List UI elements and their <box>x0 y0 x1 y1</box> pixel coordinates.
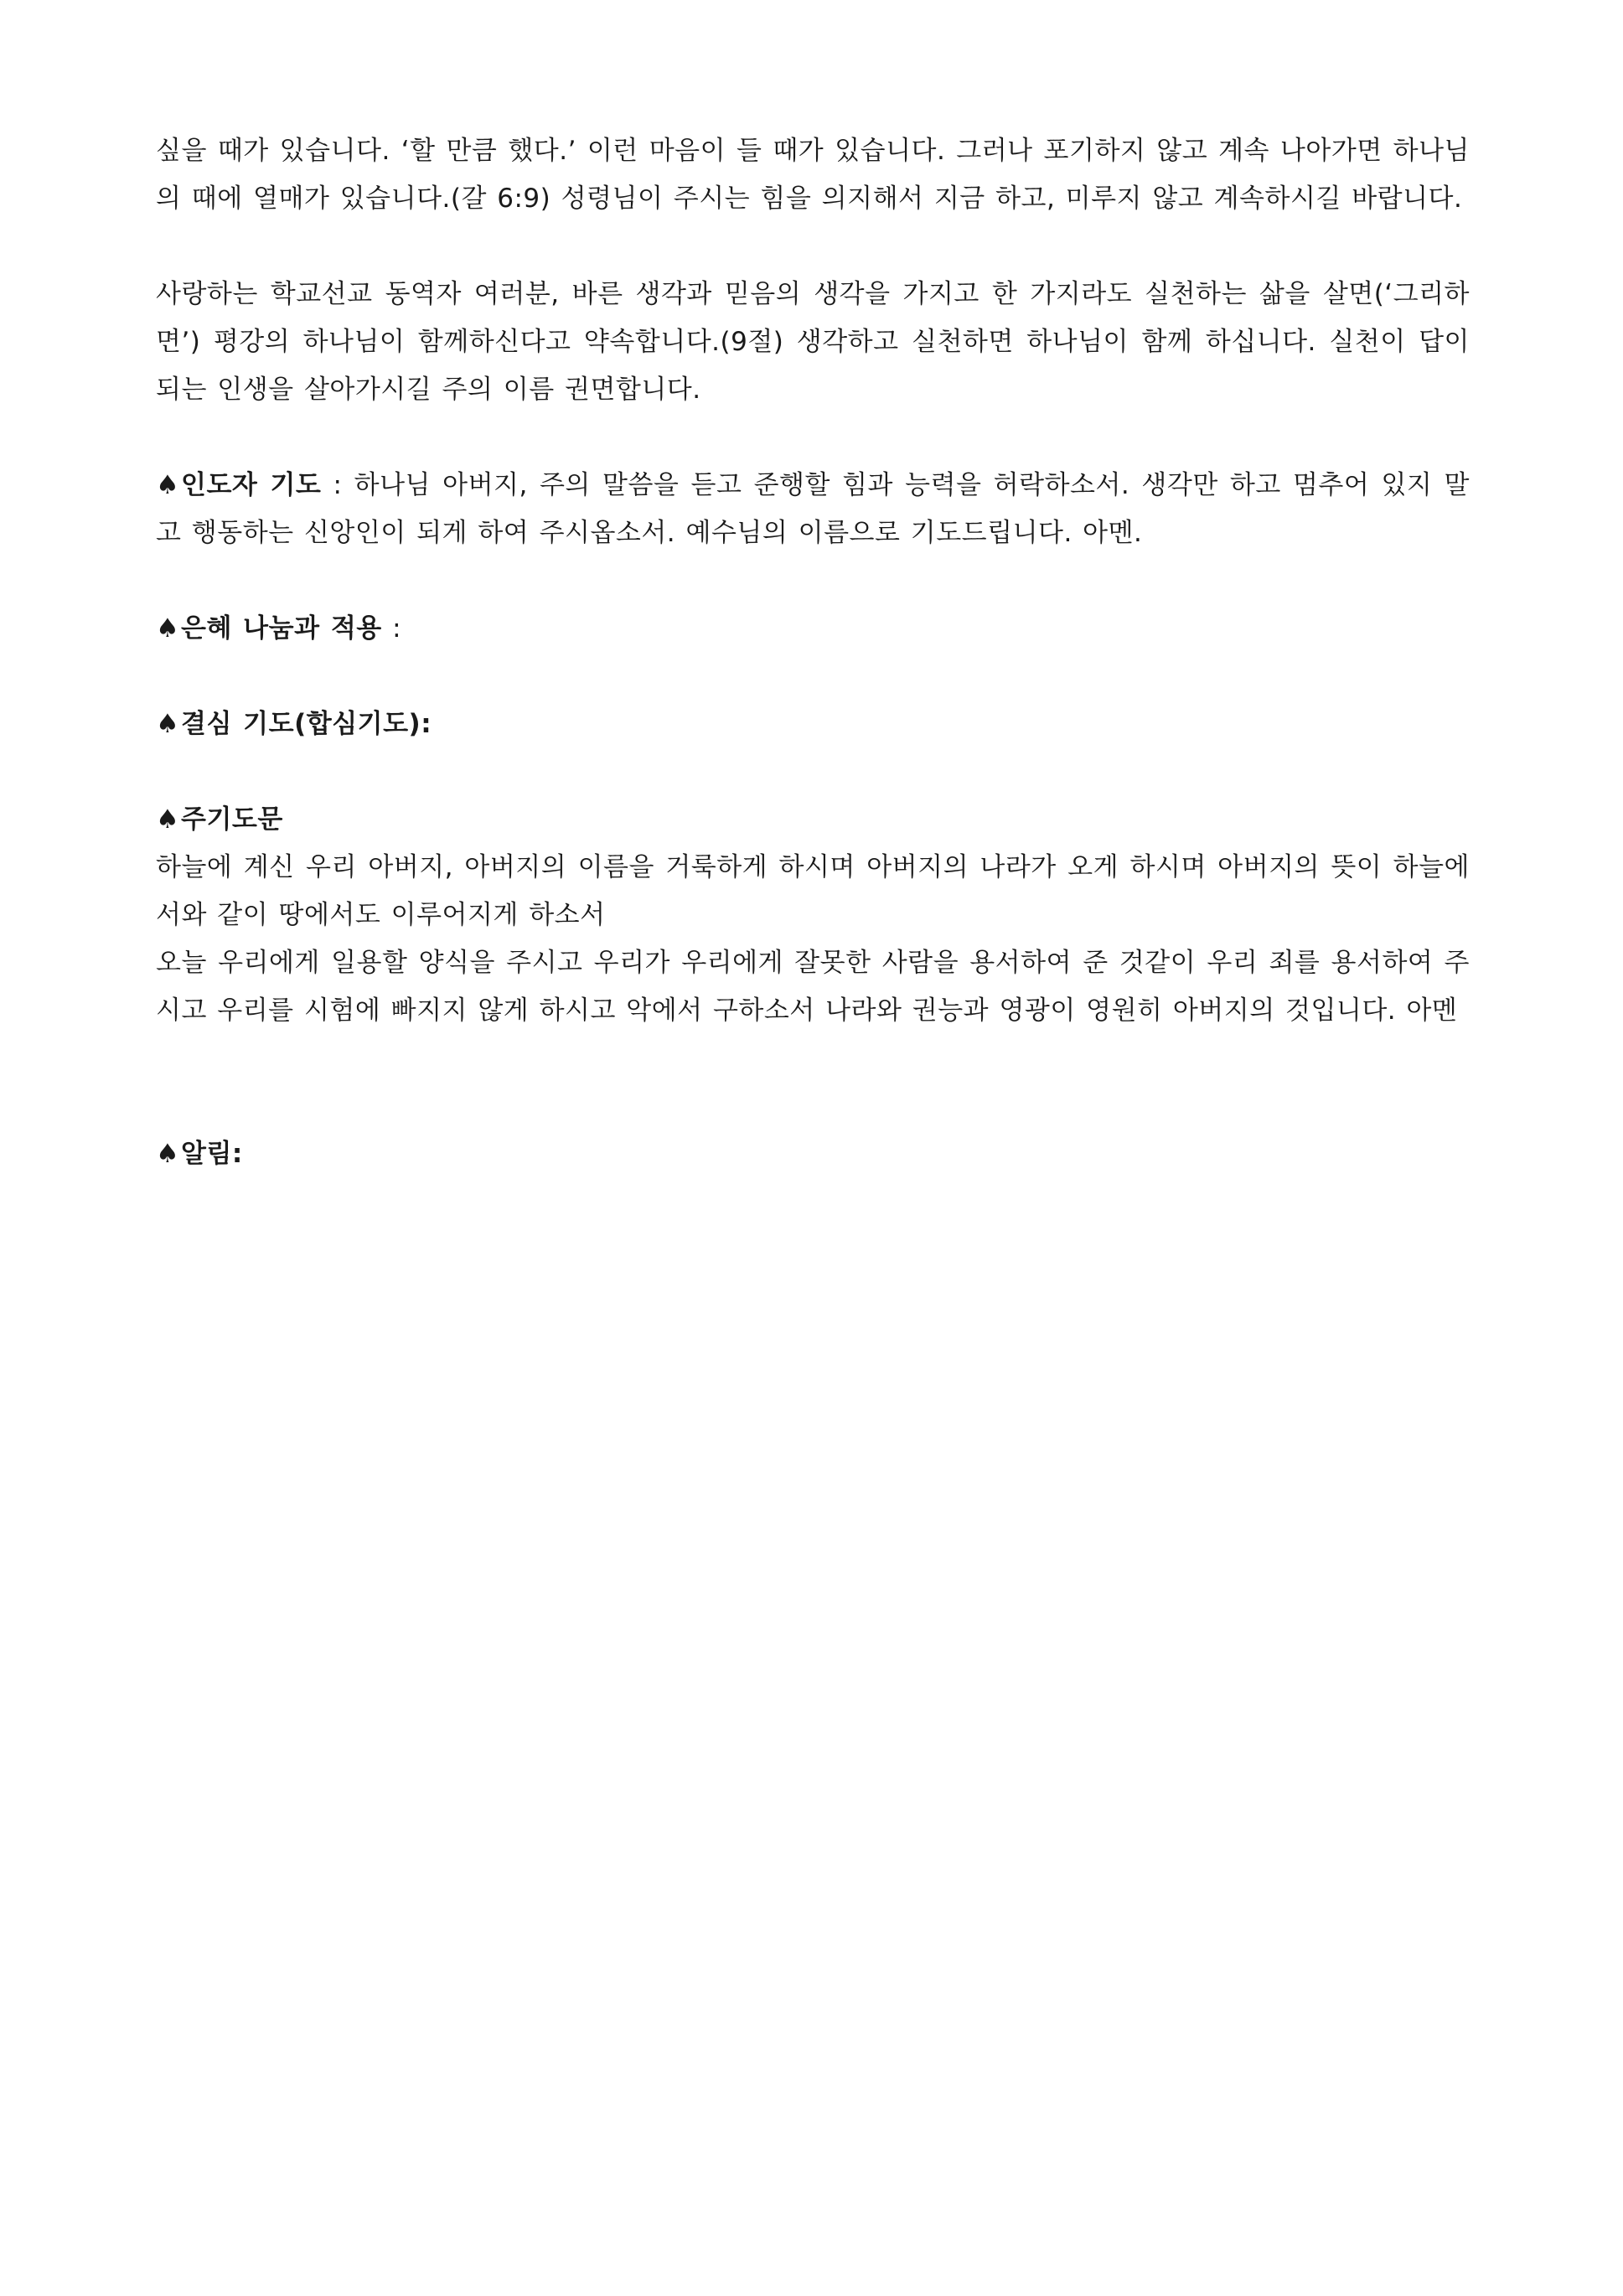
spacer <box>156 653 1470 701</box>
spade-icon: ♠ <box>156 470 180 500</box>
grace-sharing-heading <box>156 605 1470 653</box>
spacer <box>156 223 1470 271</box>
spacer <box>156 414 1470 462</box>
grace-sharing-label: 은혜 나눔과 적용 <box>181 613 382 644</box>
grace-sharing-colon: : <box>381 613 402 644</box>
lords-prayer-label: 주기도문 <box>181 804 283 835</box>
sermon-paragraph-1: 싶을 때가 있습니다. ‘할 만큼 했다.’ 이런 마음이 들 때가 있습니다. 그러나 포기하지 않고 계속 나아가면 하나님의 때에 열매가 있습니다.(갈 6:9) 성령님이 주시는 힘을 의지해서 지금 하고, 미루지 않고 계속하시길 바랍니다. <box>156 136 1470 214</box>
decision-prayer-heading <box>156 701 1470 748</box>
decision-prayer-label: 결심 기도(합심기도): <box>181 709 432 739</box>
spacer <box>156 1035 1470 1130</box>
lords-prayer-line-2: 오늘 우리에게 일용할 양식을 주시고 우리가 우리에게 잘못한 사람을 용서하여 준 것같이 우리 죄를 용서하여 주시고 우리를 시험에 빠지지 않게 하시고 악에서 구하소서 나라와 권능과 영광이 영원히 아버지의 것입니다. 아멘 <box>156 948 1470 1026</box>
announcements-label: 알림: <box>181 1139 243 1169</box>
spacer <box>156 557 1470 605</box>
spade-icon: ♠ <box>156 804 180 835</box>
leader-prayer-text: : 하나님 아버지, 주의 말씀을 듣고 준행할 힘과 능력을 허락하소서. 생각만 하고 멈추어 있지 말고 행동하는 신앙인이 되게 하여 주시옵소서. 예수님의 이름으로 기도드립니다. 아멘. <box>156 470 1470 548</box>
sermon-paragraph-2: 사랑하는 학교선교 동역자 여러분, 바른 생각과 믿음의 생각을 가지고 한 가지라도 실천하는 삶을 살면(‘그리하면’) 평강의 하나님이 함께하신다고 약속합니다.(9절) 생각하고 실천하면 하나님이 함께 하십니다. 실천이 답이 되는 인생을 살아가시길 주의 이름 권면합니다. <box>156 279 1470 405</box>
spade-icon: ♠ <box>156 709 180 739</box>
lords-prayer-line-1: 하늘에 계신 우리 아버지, 아버지의 이름을 거룩하게 하시며 아버지의 나라가 오게 하시며 아버지의 뜻이 하늘에서와 같이 땅에서도 이루어지게 하소서 <box>156 852 1470 930</box>
spacer <box>156 748 1470 796</box>
announcements-heading <box>156 1130 1470 1178</box>
leader-prayer-heading <box>156 470 321 500</box>
spade-icon: ♠ <box>156 1139 180 1169</box>
spade-icon: ♠ <box>156 613 180 644</box>
document-body <box>156 127 1470 1178</box>
leader-prayer <box>156 462 1470 557</box>
leader-prayer-label: 인도자 기도 <box>181 470 322 500</box>
lords-prayer-heading <box>156 796 1470 844</box>
